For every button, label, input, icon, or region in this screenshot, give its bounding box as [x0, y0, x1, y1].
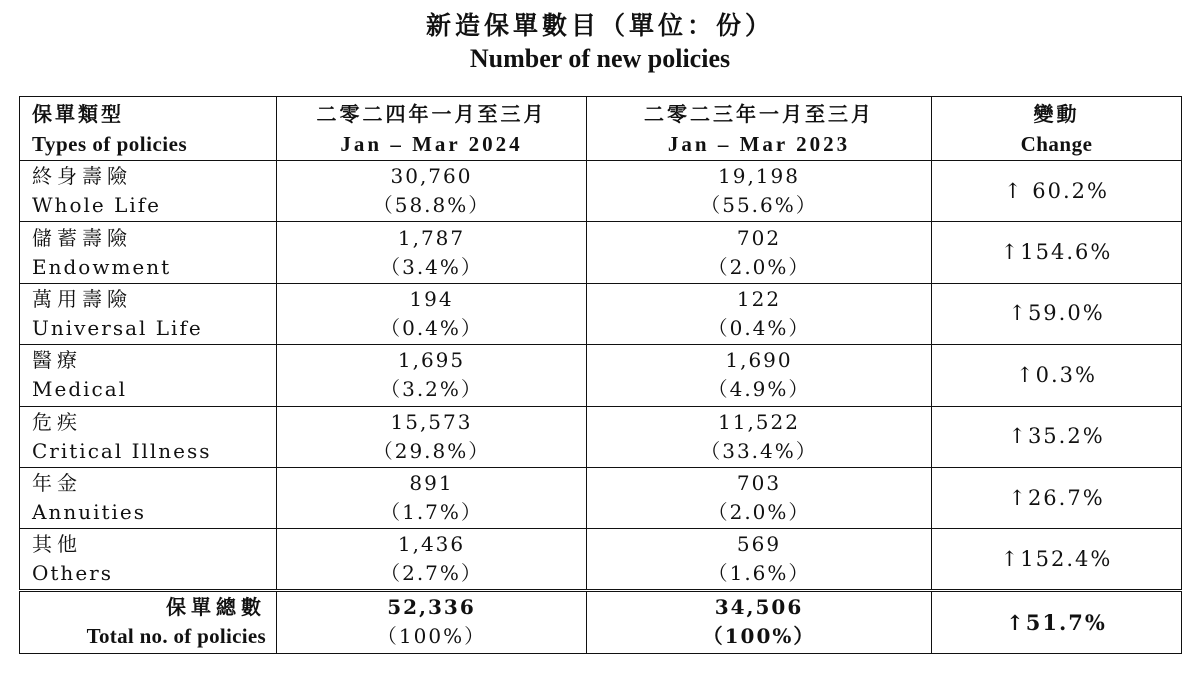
value-2024-cell: [277, 345, 587, 406]
value-2023: 19,198: [718, 164, 800, 189]
table-header-row: [20, 97, 1182, 161]
value-2024-cell: [277, 529, 587, 590]
share-2024: （0.4%）: [380, 315, 483, 340]
share-2023: （0.4%）: [707, 315, 811, 340]
share-2024: （29.8%）: [372, 438, 491, 463]
policy-type-en: Medical: [32, 377, 128, 402]
table-row: [20, 222, 1182, 283]
share-2024: （2.7%）: [380, 561, 483, 586]
share-2024: （58.8%）: [372, 193, 491, 218]
value-2023: 702: [736, 225, 782, 250]
header-2023-zh: 二零二三年一月至三月: [644, 101, 874, 126]
share-2024: （3.4%）: [380, 254, 483, 279]
policy-type-cell: [20, 283, 277, 344]
total-value-2023: 34,506: [714, 595, 804, 620]
header-change-zh: 變動: [1033, 101, 1080, 126]
total-label-zh: 保單總數: [166, 595, 266, 620]
value-2024: 891: [409, 471, 454, 496]
change-value: ↑35.2%: [932, 406, 1182, 467]
policy-type-zh: 年金: [32, 471, 82, 496]
share-2023: （55.6%）: [700, 193, 818, 218]
value-2024-cell: [277, 467, 587, 528]
share-2023: （2.0%）: [707, 254, 811, 279]
total-change-value: ↑51.7%: [932, 590, 1182, 653]
total-share-2024: （100%）: [376, 624, 487, 649]
header-type-en: Types of policies: [32, 131, 188, 156]
policy-type-cell: [20, 529, 277, 590]
value-2023-cell: [587, 222, 932, 283]
policy-type-en: Endowment: [32, 254, 172, 279]
value-2023-cell: [587, 529, 932, 590]
table-row: [20, 161, 1182, 222]
value-2023-cell: [587, 283, 932, 344]
header-change: [932, 97, 1182, 161]
policy-type-zh: 醫療: [32, 348, 82, 373]
total-2023-cell: [587, 590, 932, 653]
value-2024-cell: [277, 283, 587, 344]
total-row: [20, 590, 1182, 653]
share-2024: （1.7%）: [380, 500, 483, 525]
value-2023-cell: [587, 345, 932, 406]
header-2024-zh: 二零二四年一月至三月: [316, 101, 547, 126]
value-2024-cell: [277, 406, 587, 467]
policy-type-zh: 終身壽險: [32, 164, 132, 189]
value-2024: 1,787: [397, 225, 466, 250]
value-2023-cell: [587, 406, 932, 467]
share-2023: （1.6%）: [707, 561, 811, 586]
total-label-cell: [20, 590, 277, 653]
policy-type-zh: 萬用壽險: [32, 286, 132, 311]
table-row: [20, 406, 1182, 467]
header-2024: [277, 97, 587, 161]
value-2024: 30,760: [390, 164, 473, 189]
change-value: ↑0.3%: [932, 345, 1182, 406]
header-type-zh: 保單類型: [32, 101, 124, 126]
value-2023-cell: [587, 161, 932, 222]
policy-type-en: Others: [32, 561, 113, 586]
page-title-chinese: 新造保單數目（單位：份）: [425, 11, 774, 40]
table-row: [20, 283, 1182, 344]
policy-type-cell: [20, 345, 277, 406]
value-2024: 1,436: [397, 532, 466, 557]
value-2023: 703: [736, 471, 782, 496]
policy-type-cell: [20, 406, 277, 467]
policies-table: [19, 96, 1182, 654]
header-2023-en: Jan – Mar 2023: [667, 131, 851, 156]
value-2023: 569: [736, 532, 782, 557]
value-2024: 194: [409, 286, 454, 311]
header-2024-en: Jan – Mar 2024: [340, 131, 523, 156]
value-2023: 11,522: [718, 409, 800, 434]
change-value: ↑154.6%: [932, 222, 1182, 283]
value-2024: 15,573: [390, 409, 473, 434]
share-2024: （3.2%）: [380, 377, 483, 402]
value-2023: 122: [736, 286, 782, 311]
change-value: ↑152.4%: [932, 529, 1182, 590]
total-2024-cell: [277, 590, 587, 653]
header-2023: [587, 97, 932, 161]
policy-type-en: Annuities: [32, 500, 147, 525]
value-2023: 1,690: [725, 348, 793, 373]
change-value: ↑59.0%: [932, 283, 1182, 344]
policy-type-zh: 危疾: [32, 409, 82, 434]
value-2023-cell: [587, 467, 932, 528]
policy-type-zh: 儲蓄壽險: [32, 225, 132, 250]
policy-type-en: Critical Illness: [32, 438, 212, 463]
policy-type-cell: [20, 222, 277, 283]
table-row: [20, 529, 1182, 590]
policy-type-en: Universal Life: [32, 315, 203, 340]
total-share-2023: （100%）: [702, 624, 816, 649]
share-2023: （33.4%）: [700, 438, 818, 463]
header-change-en: Change: [1020, 131, 1093, 156]
share-2023: （2.0%）: [707, 500, 811, 525]
value-2024: 1,695: [397, 348, 466, 373]
value-2024-cell: [277, 222, 587, 283]
value-2024-cell: [277, 161, 587, 222]
table-row: [20, 345, 1182, 406]
change-value: ↑26.7%: [932, 467, 1182, 528]
policy-type-cell: [20, 467, 277, 528]
total-label-en: Total no. of policies: [86, 624, 266, 649]
header-type: [20, 97, 277, 161]
share-2023: （4.9%）: [707, 377, 811, 402]
change-value: ↑ 60.2%: [932, 161, 1182, 222]
policy-type-zh: 其他: [32, 532, 82, 557]
policy-type-cell: [20, 161, 277, 222]
policy-type-en: Whole Life: [32, 193, 161, 218]
table-row: [20, 467, 1182, 528]
page-title-english: Number of new policies: [469, 44, 731, 73]
total-value-2024: 52,336: [387, 595, 476, 620]
